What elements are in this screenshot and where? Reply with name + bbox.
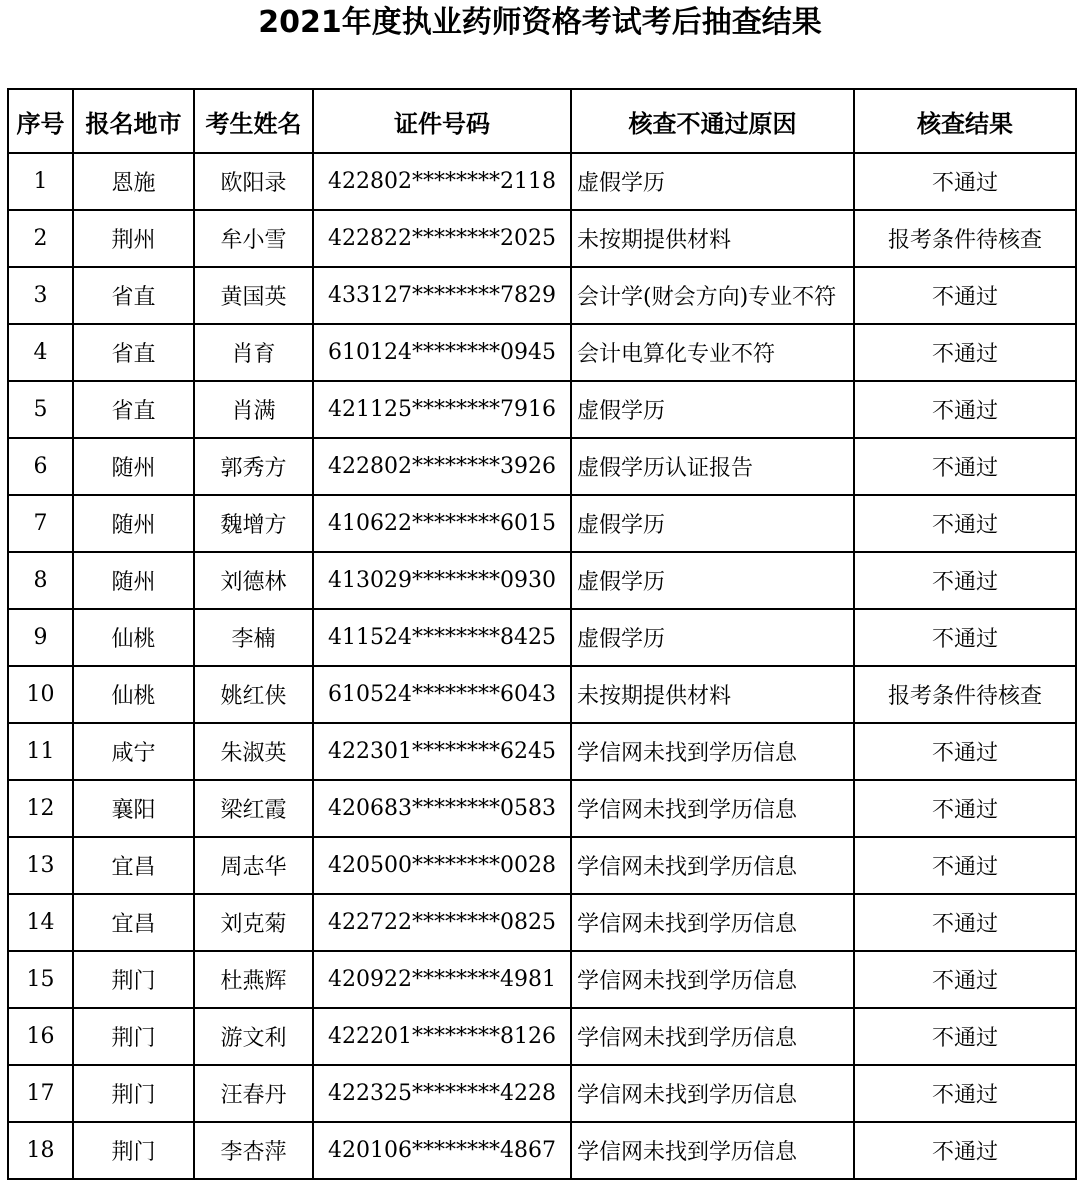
table-row bbox=[8, 1122, 1076, 1179]
cell-no: 2 bbox=[8, 210, 73, 267]
table-row bbox=[8, 210, 1076, 267]
cell-city: 荆州 bbox=[73, 210, 194, 267]
cell-id-number: 420106********4867 bbox=[313, 1122, 571, 1179]
cell-city: 省直 bbox=[73, 381, 194, 438]
table-row bbox=[8, 723, 1076, 780]
header-id: 证件号码 bbox=[313, 89, 571, 153]
table-row bbox=[8, 153, 1076, 210]
cell-no: 11 bbox=[8, 723, 73, 780]
cell-name: 牟小雪 bbox=[194, 210, 313, 267]
cell-city: 随州 bbox=[73, 552, 194, 609]
cell-result: 不通过 bbox=[854, 267, 1076, 324]
cell-city: 仙桃 bbox=[73, 666, 194, 723]
cell-reason: 学信网未找到学历信息 bbox=[571, 1122, 854, 1179]
cell-name: 游文利 bbox=[194, 1008, 313, 1065]
cell-reason: 学信网未找到学历信息 bbox=[571, 1008, 854, 1065]
cell-name: 肖育 bbox=[194, 324, 313, 381]
cell-result: 不通过 bbox=[854, 780, 1076, 837]
cell-id-number: 422201********8126 bbox=[313, 1008, 571, 1065]
cell-city: 荆门 bbox=[73, 1065, 194, 1122]
cell-name: 汪春丹 bbox=[194, 1065, 313, 1122]
cell-id-number: 420683********0583 bbox=[313, 780, 571, 837]
cell-result: 报考条件待核查 bbox=[854, 666, 1076, 723]
cell-no: 3 bbox=[8, 267, 73, 324]
cell-name: 李杏萍 bbox=[194, 1122, 313, 1179]
cell-name: 李楠 bbox=[194, 609, 313, 666]
cell-id-number: 420922********4981 bbox=[313, 951, 571, 1008]
cell-result: 不通过 bbox=[854, 1008, 1076, 1065]
cell-name: 姚红侠 bbox=[194, 666, 313, 723]
header-reason: 核查不通过原因 bbox=[571, 89, 854, 153]
cell-result: 不通过 bbox=[854, 894, 1076, 951]
cell-no: 5 bbox=[8, 381, 73, 438]
cell-city: 恩施 bbox=[73, 153, 194, 210]
cell-id-number: 422802********3926 bbox=[313, 438, 571, 495]
cell-result: 不通过 bbox=[854, 495, 1076, 552]
cell-result: 不通过 bbox=[854, 837, 1076, 894]
cell-reason: 学信网未找到学历信息 bbox=[571, 1065, 854, 1122]
cell-result: 不通过 bbox=[854, 609, 1076, 666]
cell-reason: 虚假学历 bbox=[571, 153, 854, 210]
cell-no: 14 bbox=[8, 894, 73, 951]
cell-id-number: 422822********2025 bbox=[313, 210, 571, 267]
cell-result: 不通过 bbox=[854, 438, 1076, 495]
cell-city: 襄阳 bbox=[73, 780, 194, 837]
cell-city: 宜昌 bbox=[73, 894, 194, 951]
cell-result: 不通过 bbox=[854, 552, 1076, 609]
cell-result: 不通过 bbox=[854, 1065, 1076, 1122]
cell-name: 魏增方 bbox=[194, 495, 313, 552]
cell-name: 郭秀方 bbox=[194, 438, 313, 495]
cell-id-number: 420500********0028 bbox=[313, 837, 571, 894]
header-city: 报名地市 bbox=[73, 89, 194, 153]
cell-city: 荆门 bbox=[73, 951, 194, 1008]
cell-reason: 虚假学历认证报告 bbox=[571, 438, 854, 495]
table-row bbox=[8, 837, 1076, 894]
cell-name: 黄国英 bbox=[194, 267, 313, 324]
cell-result: 不通过 bbox=[854, 951, 1076, 1008]
cell-reason: 虚假学历 bbox=[571, 609, 854, 666]
cell-no: 13 bbox=[8, 837, 73, 894]
table-row bbox=[8, 438, 1076, 495]
cell-name: 朱淑英 bbox=[194, 723, 313, 780]
cell-no: 16 bbox=[8, 1008, 73, 1065]
cell-name: 杜燕辉 bbox=[194, 951, 313, 1008]
cell-no: 10 bbox=[8, 666, 73, 723]
cell-reason: 虚假学历 bbox=[571, 552, 854, 609]
cell-id-number: 422802********2118 bbox=[313, 153, 571, 210]
cell-name: 刘克菊 bbox=[194, 894, 313, 951]
header-result: 核查结果 bbox=[854, 89, 1076, 153]
cell-name: 梁红霞 bbox=[194, 780, 313, 837]
header-no: 序号 bbox=[8, 89, 73, 153]
cell-no: 4 bbox=[8, 324, 73, 381]
cell-city: 宜昌 bbox=[73, 837, 194, 894]
cell-id-number: 433127********7829 bbox=[313, 267, 571, 324]
cell-no: 8 bbox=[8, 552, 73, 609]
header-name: 考生姓名 bbox=[194, 89, 313, 153]
cell-city: 荆门 bbox=[73, 1122, 194, 1179]
table-row bbox=[8, 894, 1076, 951]
cell-reason: 会计电算化专业不符 bbox=[571, 324, 854, 381]
cell-no: 7 bbox=[8, 495, 73, 552]
cell-city: 省直 bbox=[73, 267, 194, 324]
cell-result: 不通过 bbox=[854, 153, 1076, 210]
cell-name: 肖满 bbox=[194, 381, 313, 438]
table-row bbox=[8, 552, 1076, 609]
cell-id-number: 422722********0825 bbox=[313, 894, 571, 951]
table-row bbox=[8, 267, 1076, 324]
cell-reason: 未按期提供材料 bbox=[571, 210, 854, 267]
cell-id-number: 411524********8425 bbox=[313, 609, 571, 666]
cell-no: 18 bbox=[8, 1122, 73, 1179]
cell-reason: 虚假学历 bbox=[571, 495, 854, 552]
cell-city: 随州 bbox=[73, 438, 194, 495]
cell-city: 随州 bbox=[73, 495, 194, 552]
table-row bbox=[8, 495, 1076, 552]
cell-name: 周志华 bbox=[194, 837, 313, 894]
cell-city: 省直 bbox=[73, 324, 194, 381]
cell-reason: 虚假学历 bbox=[571, 381, 854, 438]
cell-city: 荆门 bbox=[73, 1008, 194, 1065]
cell-name: 欧阳录 bbox=[194, 153, 313, 210]
cell-no: 6 bbox=[8, 438, 73, 495]
cell-reason: 学信网未找到学历信息 bbox=[571, 780, 854, 837]
table-row bbox=[8, 1065, 1076, 1122]
cell-name: 刘德林 bbox=[194, 552, 313, 609]
table-row bbox=[8, 381, 1076, 438]
cell-reason: 未按期提供材料 bbox=[571, 666, 854, 723]
cell-result: 不通过 bbox=[854, 723, 1076, 780]
cell-reason: 学信网未找到学历信息 bbox=[571, 951, 854, 1008]
table-row bbox=[8, 609, 1076, 666]
cell-reason: 会计学(财会方向)专业不符 bbox=[571, 267, 854, 324]
results-table bbox=[7, 88, 1077, 1180]
cell-city: 仙桃 bbox=[73, 609, 194, 666]
cell-id-number: 421125********7916 bbox=[313, 381, 571, 438]
table-row bbox=[8, 951, 1076, 1008]
cell-result: 不通过 bbox=[854, 324, 1076, 381]
cell-reason: 学信网未找到学历信息 bbox=[571, 837, 854, 894]
cell-no: 17 bbox=[8, 1065, 73, 1122]
cell-reason: 学信网未找到学历信息 bbox=[571, 723, 854, 780]
cell-result: 不通过 bbox=[854, 381, 1076, 438]
page-title: 2021年度执业药师资格考试考后抽查结果 bbox=[258, 5, 822, 40]
cell-no: 12 bbox=[8, 780, 73, 837]
table-row bbox=[8, 780, 1076, 837]
cell-city: 咸宁 bbox=[73, 723, 194, 780]
cell-no: 9 bbox=[8, 609, 73, 666]
cell-id-number: 413029********0930 bbox=[313, 552, 571, 609]
cell-result: 报考条件待核查 bbox=[854, 210, 1076, 267]
table-row bbox=[8, 666, 1076, 723]
cell-result: 不通过 bbox=[854, 1122, 1076, 1179]
cell-id-number: 610524********6043 bbox=[313, 666, 571, 723]
cell-id-number: 422301********6245 bbox=[313, 723, 571, 780]
cell-id-number: 610124********0945 bbox=[313, 324, 571, 381]
table-row bbox=[8, 1008, 1076, 1065]
cell-reason: 学信网未找到学历信息 bbox=[571, 894, 854, 951]
cell-no: 1 bbox=[8, 153, 73, 210]
table-row bbox=[8, 324, 1076, 381]
table-header-row bbox=[8, 89, 1076, 153]
cell-id-number: 410622********6015 bbox=[313, 495, 571, 552]
cell-id-number: 422325********4228 bbox=[313, 1065, 571, 1122]
cell-no: 15 bbox=[8, 951, 73, 1008]
